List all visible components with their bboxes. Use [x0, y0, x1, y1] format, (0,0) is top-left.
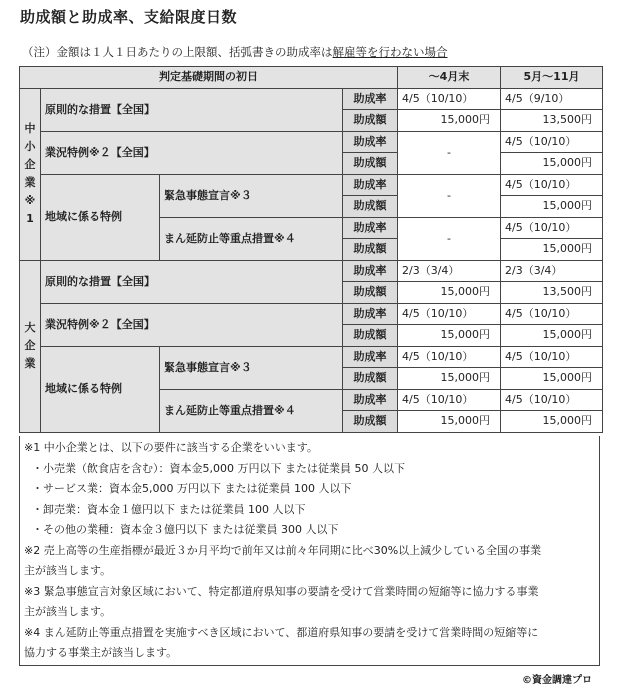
rate-label: 助成率 [343, 174, 398, 196]
cell: 15,000円 [501, 239, 603, 261]
amount-label: 助成額 [343, 239, 398, 261]
footnote-4-line1: ※4 まん延防止等重点措置を実施すべき区域において、都道府県知事の要請を受けて営業時間の短縮等に [24, 625, 539, 639]
rate-label: 助成率 [343, 217, 398, 239]
cell: 15,000円 [398, 325, 501, 347]
footnote-2-line2: 主が該当します。 [24, 564, 112, 577]
footnote-3-line1: ※3 緊急事態宣言対象区域において、特定都道府県知事の要請を受けて営業時間の短縮等に協力する事業 [24, 584, 539, 598]
amount-label: 助成額 [343, 110, 398, 132]
cell: 4/5（10/10） [398, 303, 501, 325]
table-row [20, 174, 603, 196]
cell: 15,000円 [501, 196, 603, 218]
cell: 4/5（10/10） [501, 346, 603, 368]
amount-label: 助成額 [343, 325, 398, 347]
footnote-3-line2: 主が該当します。 [24, 605, 112, 618]
rate-label: 助成率 [343, 260, 398, 282]
cell: 4/5（10/10） [501, 217, 603, 239]
amount-label: 助成額 [343, 411, 398, 433]
table-row [20, 260, 603, 282]
cell: 4/5（10/10） [398, 88, 501, 110]
cell: 15,000円 [501, 411, 603, 433]
footnote-1-item: ・卸売業：資本金１億円以下 または従業員 100 人以下 [32, 502, 306, 516]
header-period: 判定基礎期間の初日 [20, 67, 398, 89]
header-col1: ～4月末 [398, 67, 501, 89]
rate-label: 助成率 [343, 303, 398, 325]
sme-char: ※ [24, 194, 36, 207]
cell: 15,000円 [501, 153, 603, 175]
cell: 4/5（10/10） [501, 389, 603, 411]
footnote-1-item: ・小売業（飲食店を含む）：資本金5,000 万円以下 または従業員 50 人以下 [32, 461, 405, 475]
large-regional-name: 地域に係る特例 [41, 346, 160, 432]
sme-emergency-name: 緊急事態宣言※３ [160, 174, 343, 217]
sme-industry-name: 業況特例※２【全国】 [41, 131, 343, 174]
sme-char: 業 [24, 176, 36, 189]
sme-char: 中 [24, 122, 36, 135]
cell: 15,000円 [398, 282, 501, 304]
amount-label: 助成額 [343, 282, 398, 304]
cell: 15,000円 [398, 368, 501, 390]
page-title: 助成額と助成率、支給限度日数 [20, 8, 238, 26]
footnote-1: ※1 中小企業とは、以下の要件に該当する企業をいいます。 [24, 441, 318, 454]
cell-dash: - [398, 217, 501, 260]
large-char: 大 [24, 321, 36, 334]
note-underlined: 解雇等を行わない場合 [332, 45, 448, 59]
amount-label: 助成額 [343, 368, 398, 390]
cell: 4/5（10/10） [501, 303, 603, 325]
rate-label: 助成率 [343, 88, 398, 110]
note [22, 44, 448, 60]
sme-char: 1 [26, 212, 34, 225]
note-prefix: （注）金額は１人１日あたりの上限額、括弧書きの助成率は [22, 45, 333, 59]
sme-char: 企 [24, 158, 36, 171]
amount-label: 助成額 [343, 196, 398, 218]
large-emergency-name: 緊急事態宣言※３ [160, 346, 343, 389]
table-row [20, 131, 603, 153]
cell: 4/5（10/10） [501, 174, 603, 196]
sme-general-name: 原則的な措置【全国】 [41, 88, 343, 131]
sme-manen-name: まん延防止等重点措置※４ [160, 217, 343, 260]
cell: 4/5（10/10） [398, 346, 501, 368]
cell: 4/5（9/10） [501, 88, 603, 110]
cell: 4/5（10/10） [501, 131, 603, 153]
header-row [20, 67, 603, 89]
cell-dash: - [398, 131, 501, 174]
subsidy-table [19, 66, 603, 433]
cell-dash: - [398, 174, 501, 217]
cell: 2/3（3/4） [501, 260, 603, 282]
footnotes [19, 436, 600, 666]
cell: 15,000円 [501, 368, 603, 390]
header-col2: 5月～11月 [501, 67, 603, 89]
rate-label: 助成率 [343, 346, 398, 368]
large-char: 企 [24, 339, 36, 352]
large-manen-name: まん延防止等重点措置※４ [160, 389, 343, 432]
table-row [20, 346, 603, 368]
amount-label: 助成額 [343, 153, 398, 175]
cell: 2/3（3/4） [398, 260, 501, 282]
cell: 15,000円 [398, 411, 501, 433]
rate-label: 助成率 [343, 131, 398, 153]
table-row [20, 303, 603, 325]
large-char: 業 [24, 357, 36, 370]
cell: 15,000円 [398, 110, 501, 132]
large-label [20, 260, 41, 432]
footnote-2-line1: ※2 売上高等の生産指標が最近３か月平均で前年又は前々年同期に比べ30%以上減少している全国の事業 [24, 543, 542, 557]
footnote-1-item: ・サービス業：資本金5,000 万円以下 または従業員 100 人以下 [32, 482, 352, 495]
copyright: ©資金調達プロ [522, 675, 592, 686]
large-industry-name: 業況特例※２【全国】 [41, 303, 343, 346]
cell: 13,500円 [501, 282, 603, 304]
large-general-name: 原則的な措置【全国】 [41, 260, 343, 303]
footnote-1-item: ・その他の業種：資本金３億円以下 または従業員 300 人以下 [32, 523, 339, 536]
cell: 15,000円 [501, 325, 603, 347]
sme-char: 小 [24, 140, 36, 153]
cell: 4/5（10/10） [398, 389, 501, 411]
sme-regional-name: 地域に係る特例 [41, 174, 160, 260]
rate-label: 助成率 [343, 389, 398, 411]
sme-label [20, 88, 41, 260]
cell: 13,500円 [501, 110, 603, 132]
table-row [20, 88, 603, 110]
footnote-4-line2: 協力する事業主が該当します。 [24, 646, 178, 659]
